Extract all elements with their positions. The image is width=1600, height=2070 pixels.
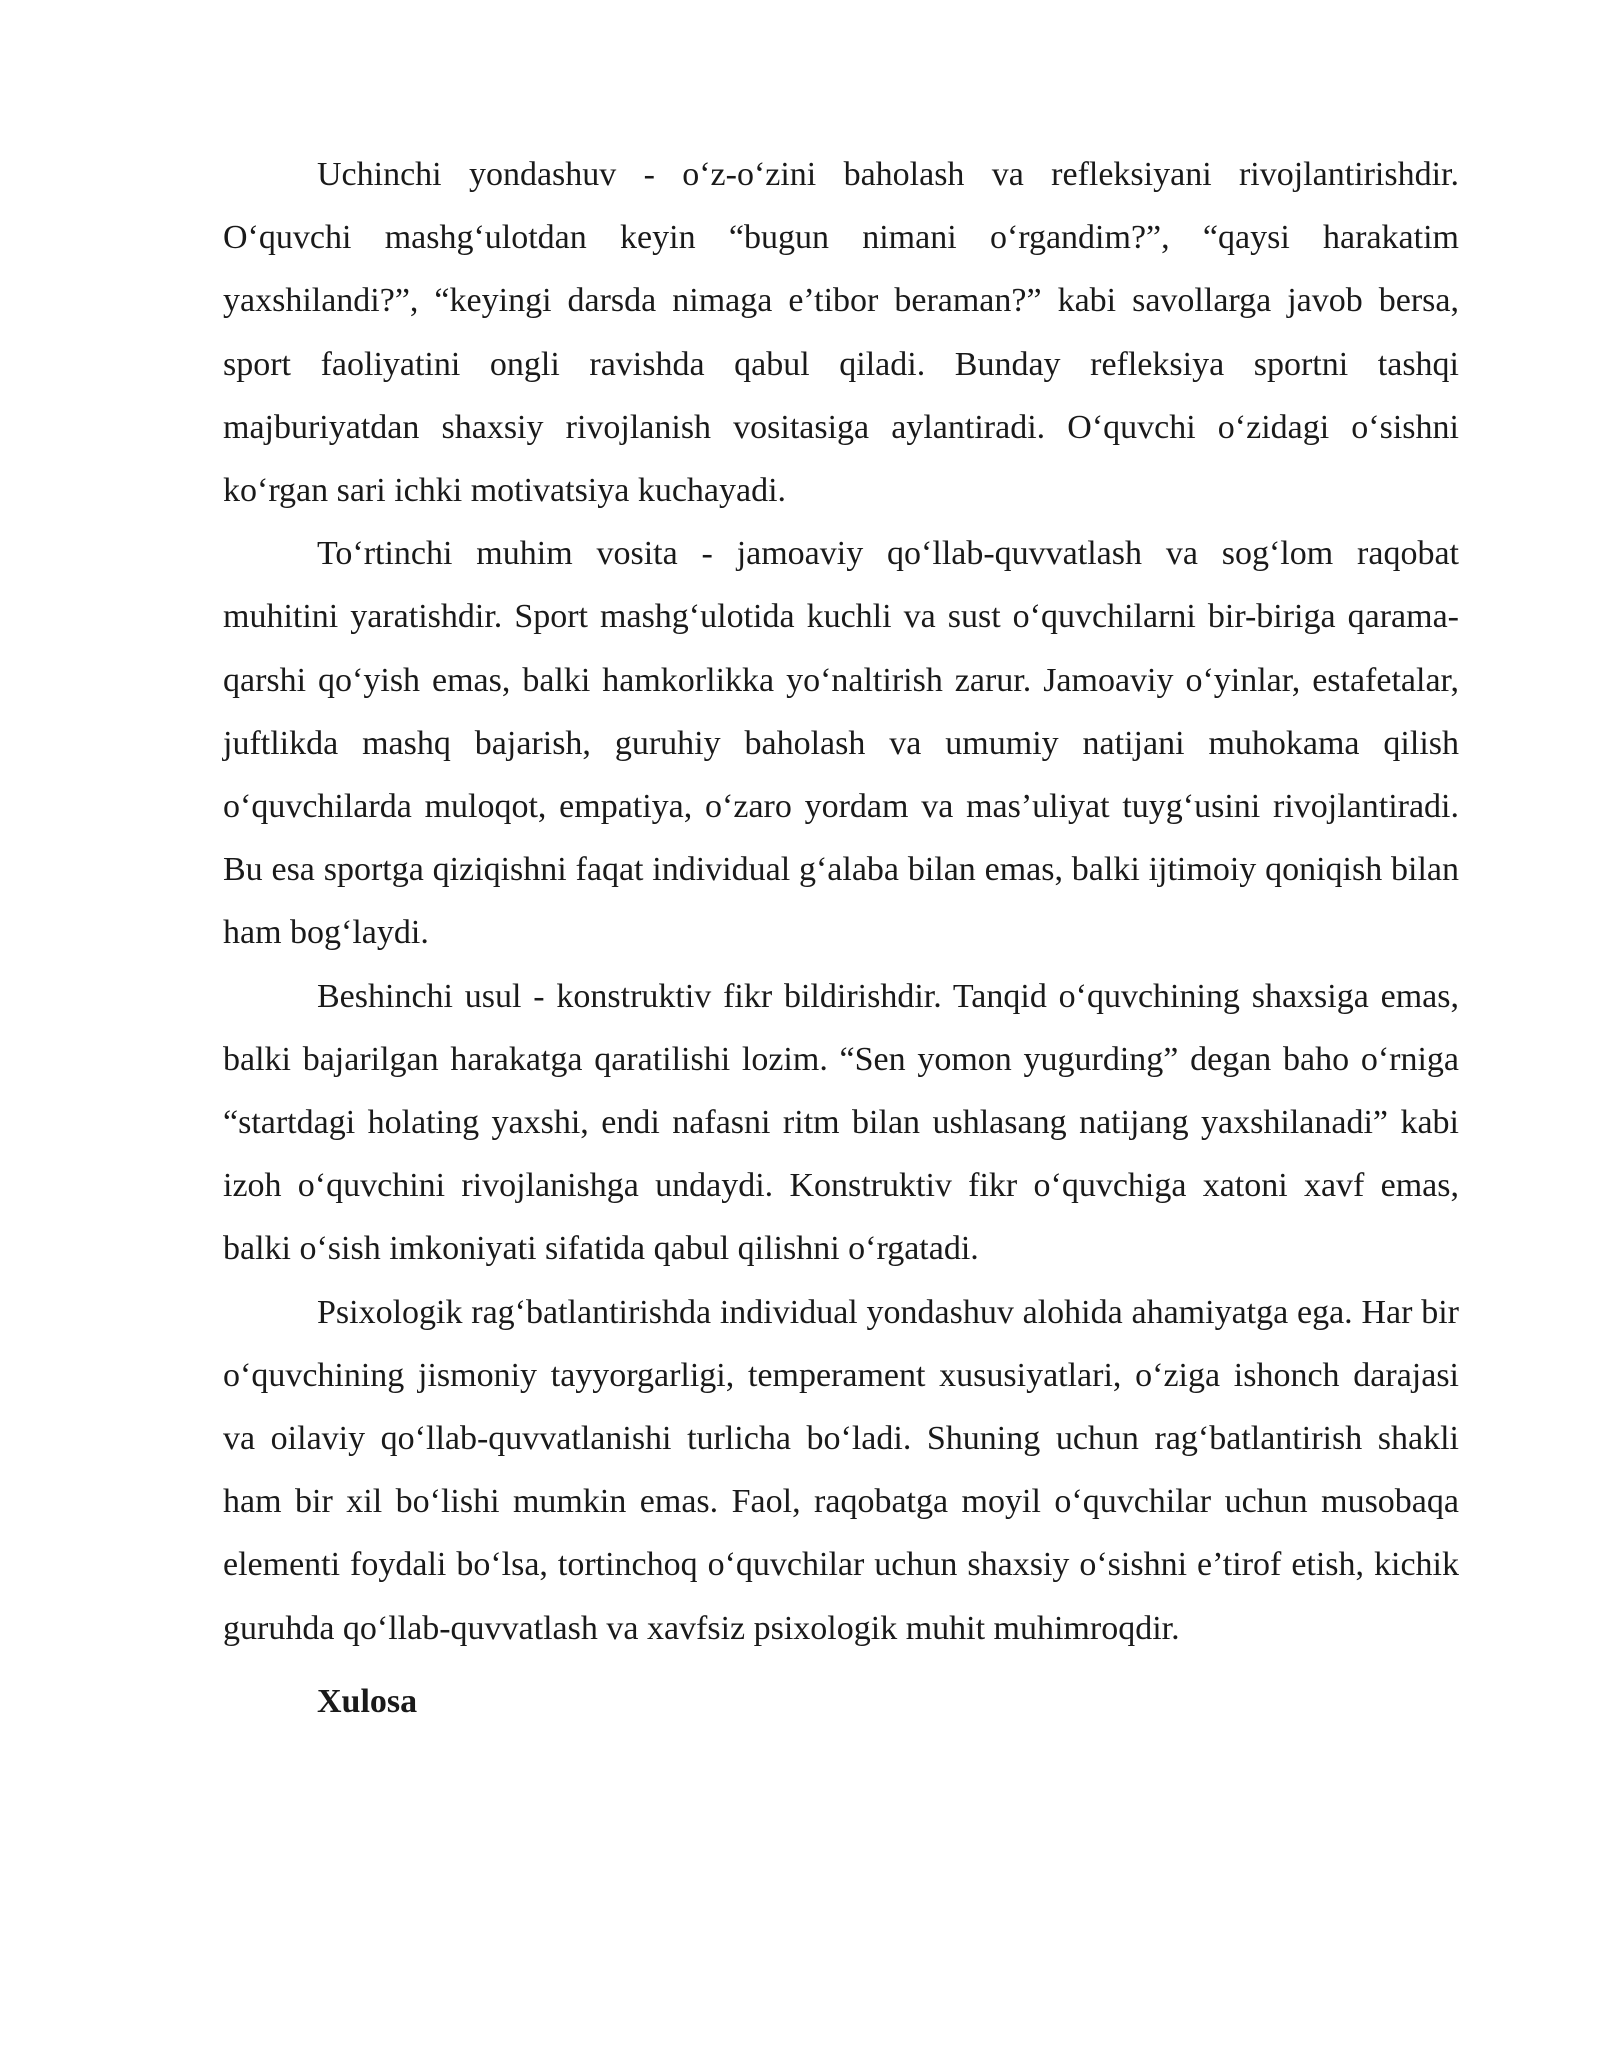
document-page bbox=[223, 143, 1459, 1733]
paragraph-individual-approach: Psixologik rag‘batlantirishda individual yondashuv alohida ahamiyatga ega. Har bir o‘quvchining jismoniy tayyorgarligi, temperament xususiyatlari, o‘ziga ishonch darajasi va oilaviy qo‘llab-quvvatlanishi turlicha bo‘ladi. Shuning uchun rag‘batlantirish shakli ham bir xil bo‘lishi mumkin emas. Faol, raqobatga moyil o‘quvchilar uchun musobaqa elementi foydali bo‘lsa, tortinchoq o‘quvchilar uchun shaxsiy o‘sishni e’tirof etish, kichik guruhda qo‘llab-quvvatlash va xavfsiz psixologik muhit muhimroqdir. bbox=[223, 1293, 1459, 1647]
paragraph-reflection: Uchinchi yondashuv - o‘z-o‘zini baholash va refleksiyani rivojlantirishdir. O‘quvchi mashg‘ulotdan keyin “bugun nimani o‘rgandim?”, “qaysi harakatim yaxshilandi?”, “keyingi darsda nimaga e’tibor beraman?” kabi savollarga javob bersa, sport faoliyatini ongli ravishda qabul qiladi. Bunday refleksiya sportni tashqi majburiyatdan shaxsiy rivojlanish vositasiga aylantiradi. O‘quvchi o‘zidagi o‘sishni ko‘rgan sari ichki motivatsiya kuchayadi. bbox=[223, 156, 1459, 510]
paragraph-team-support: To‘rtinchi muhim vosita - jamoaviy qo‘llab-quvvatlash va sog‘lom raqobat muhitini yaratishdir. Sport mashg‘ulotida kuchli va sust o‘quvchilarni bir-biriga qarama-qarshi qo‘yish emas, balki hamkorlikka yo‘naltirish zarur. Jamoaviy o‘yinlar, estafetalar, juftlikda mashq bajarish, guruhiy baholash va umumiy natijani muhokama qilish o‘quvchilarda muloqot, empatiya, o‘zaro yordam va mas’uliyat tuyg‘usini rivojlantiradi. Bu esa sportga qiziqishni faqat individual g‘alaba bilan emas, balki ijtimoiy qoniqish bilan ham bog‘laydi. bbox=[223, 535, 1459, 952]
section-heading-conclusion: Xulosa bbox=[317, 1682, 418, 1720]
paragraph-constructive-feedback: Beshinchi usul - konstruktiv fikr bildirishdir. Tanqid o‘quvchining shaxsiga emas, balki bajarilgan harakatga qaratilishi lozim. “Sen yomon yugurding” degan baho o‘rniga “startdagi holating yaxshi, endi nafasni ritm bilan ushlasang natijang yaxshilanadi” kabi izoh o‘quvchini rivojlanishga undaydi. Konstruktiv fikr o‘quvchiga xatoni xavf emas, balki o‘sish imkoniyati sifatida qabul qilishni o‘rgatadi. bbox=[223, 977, 1459, 1268]
